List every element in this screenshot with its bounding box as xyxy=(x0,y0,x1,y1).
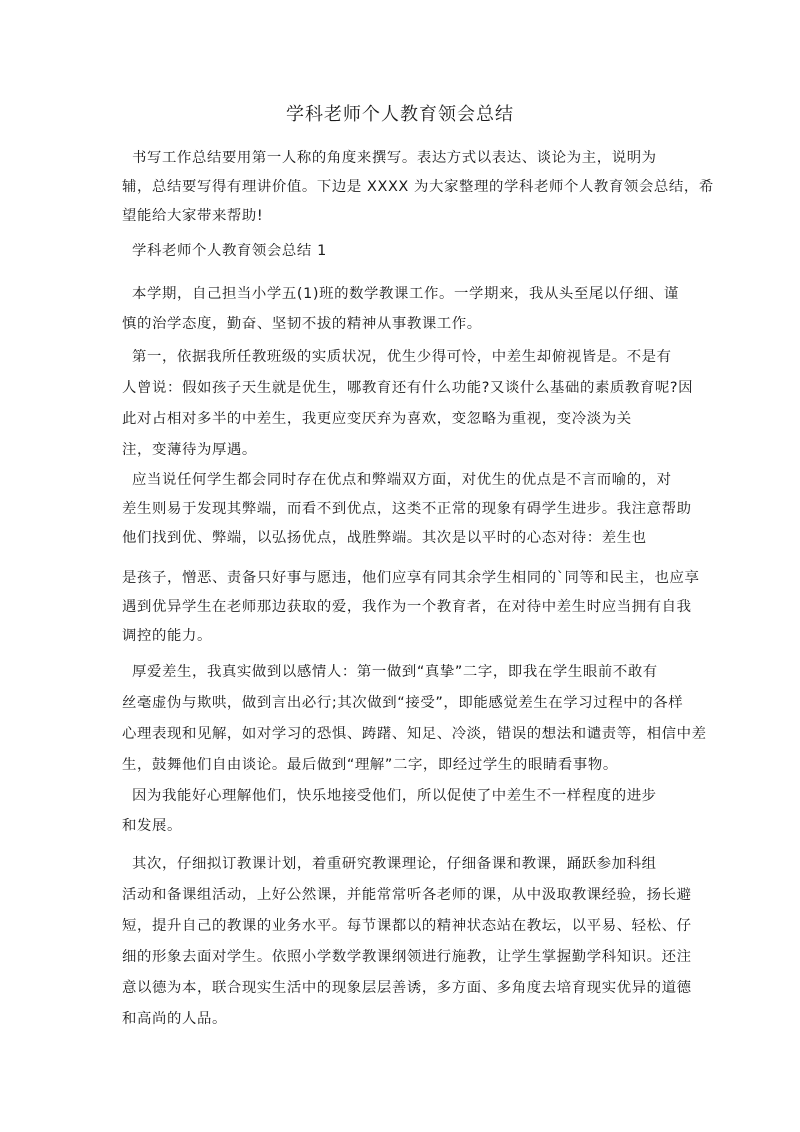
paragraph-3 xyxy=(122,466,692,553)
text-line: 生，鼓舞他们自由谈论。最后做到“理解”二字，即经过学生的眼睛看事物。 xyxy=(122,757,618,773)
text-line: 心理表现和见解，如对学习的恐惧、踌躇、知足、冷淡，错误的想法和谴责等，相信中差 xyxy=(122,726,707,742)
text-line: 活动和备课组活动，上好公然课，并能常常听各老师的课，从中汲取教课经验，扬长避 xyxy=(122,887,692,903)
text-line: 厚爱差生，我真实做到以感情人：第一做到“真挚”二字，即我在学生眼前不敢有 xyxy=(132,664,658,680)
text-line: 遇到优异学生在老师那边获取的爱，我作为一个教育者，在对待中差生时应当拥有自我 xyxy=(122,599,692,615)
text-line: 和高尚的人品。 xyxy=(122,1011,227,1027)
text-line: 应当说任何学生都会同时存在优点和弊端双方面，对优生的优点是不言而喻的，对 xyxy=(132,472,672,488)
paragraph-4 xyxy=(122,564,700,651)
text-line: 辅，总结要写得有理讲价值。下边是 XXXX 为大家整理的学科老师个人教育领会总结，希 xyxy=(122,179,714,195)
text-line: 丝毫虚伪与欺哄，做到言出必行;其次做到“接受”，即能感觉差生在学习过程中的各样 xyxy=(122,695,684,711)
section-subtitle: 学科老师个人教育领会总结 1 xyxy=(132,243,327,259)
text-line: 是孩子，憎恶、责备只好事与愿违，他们应享有同其余学生相同的`同等和民主，也应享 xyxy=(122,570,700,586)
paragraph-6 xyxy=(122,781,692,841)
text-line: 本学期，自己担当小学五(1)班的数学教课工作。一学期来，我从头至尾以仔细、谨 xyxy=(132,286,679,302)
paragraph-2 xyxy=(122,342,692,466)
text-line: 和发展。 xyxy=(122,818,182,834)
text-line: 此对占相对多半的中差生，我更应变厌弃为喜欢，变忽略为重视，变冷淡为关 xyxy=(122,411,632,427)
text-line: 意以德为本，联合现实生活中的现象层层善诱，多方面、多角度去培育现实优异的道德 xyxy=(122,980,692,996)
text-line: 细的形象去面对学生。依照小学数学教课纲领进行施教，让学生掌握勤学科知识。还注 xyxy=(122,949,692,965)
text-line: 注，变薄待为厚遇。 xyxy=(122,442,257,458)
document-title: 学科老师个人教育领会总结 xyxy=(286,104,514,125)
text-line: 调控的能力。 xyxy=(122,628,212,644)
text-line: 其次，仔细拟订教课计划，着重研究教课理论，仔细备课和教课，踊跃参加科组 xyxy=(132,856,657,872)
text-line: 短，提升自己的教课的业务水平。每节课都以的精神状态站在教坛，以平易、轻松、仔 xyxy=(122,918,692,934)
intro-paragraph xyxy=(122,144,714,231)
text-line: 慎的治学态度，勤奋、坚韧不拔的精神从事教课工作。 xyxy=(122,316,482,332)
text-line: 因为我能好心理解他们，快乐地接受他们，所以促使了中差生不一样程度的进步 xyxy=(132,788,657,804)
text-line: 人曾说：假如孩子天生就是优生，哪教育还有什么功能?又谈什么基础的素质教育呢?因 xyxy=(122,380,694,396)
text-line: 他们找到优、弊端，以弘扬优点，战胜弊端。其次是以平时的心态对待：差生也 xyxy=(122,530,647,546)
paragraph-7 xyxy=(122,849,692,1035)
paragraph-5 xyxy=(122,657,707,781)
text-line: 第一，依据我所任教班级的实质状况，优生少得可怜，中差生却俯视皆是。不是有 xyxy=(132,349,672,365)
text-line: 书写工作总结要用第一人称的角度来撰写。表达方式以表达、谈论为主，说明为 xyxy=(132,150,657,166)
text-line: 差生则易于发现其弊端，而看不到优点，这类不正常的现象有碍学生进步。我注意帮助 xyxy=(122,501,692,517)
text-line: 望能给大家带来帮助! xyxy=(122,208,264,224)
paragraph-1 xyxy=(122,279,692,339)
